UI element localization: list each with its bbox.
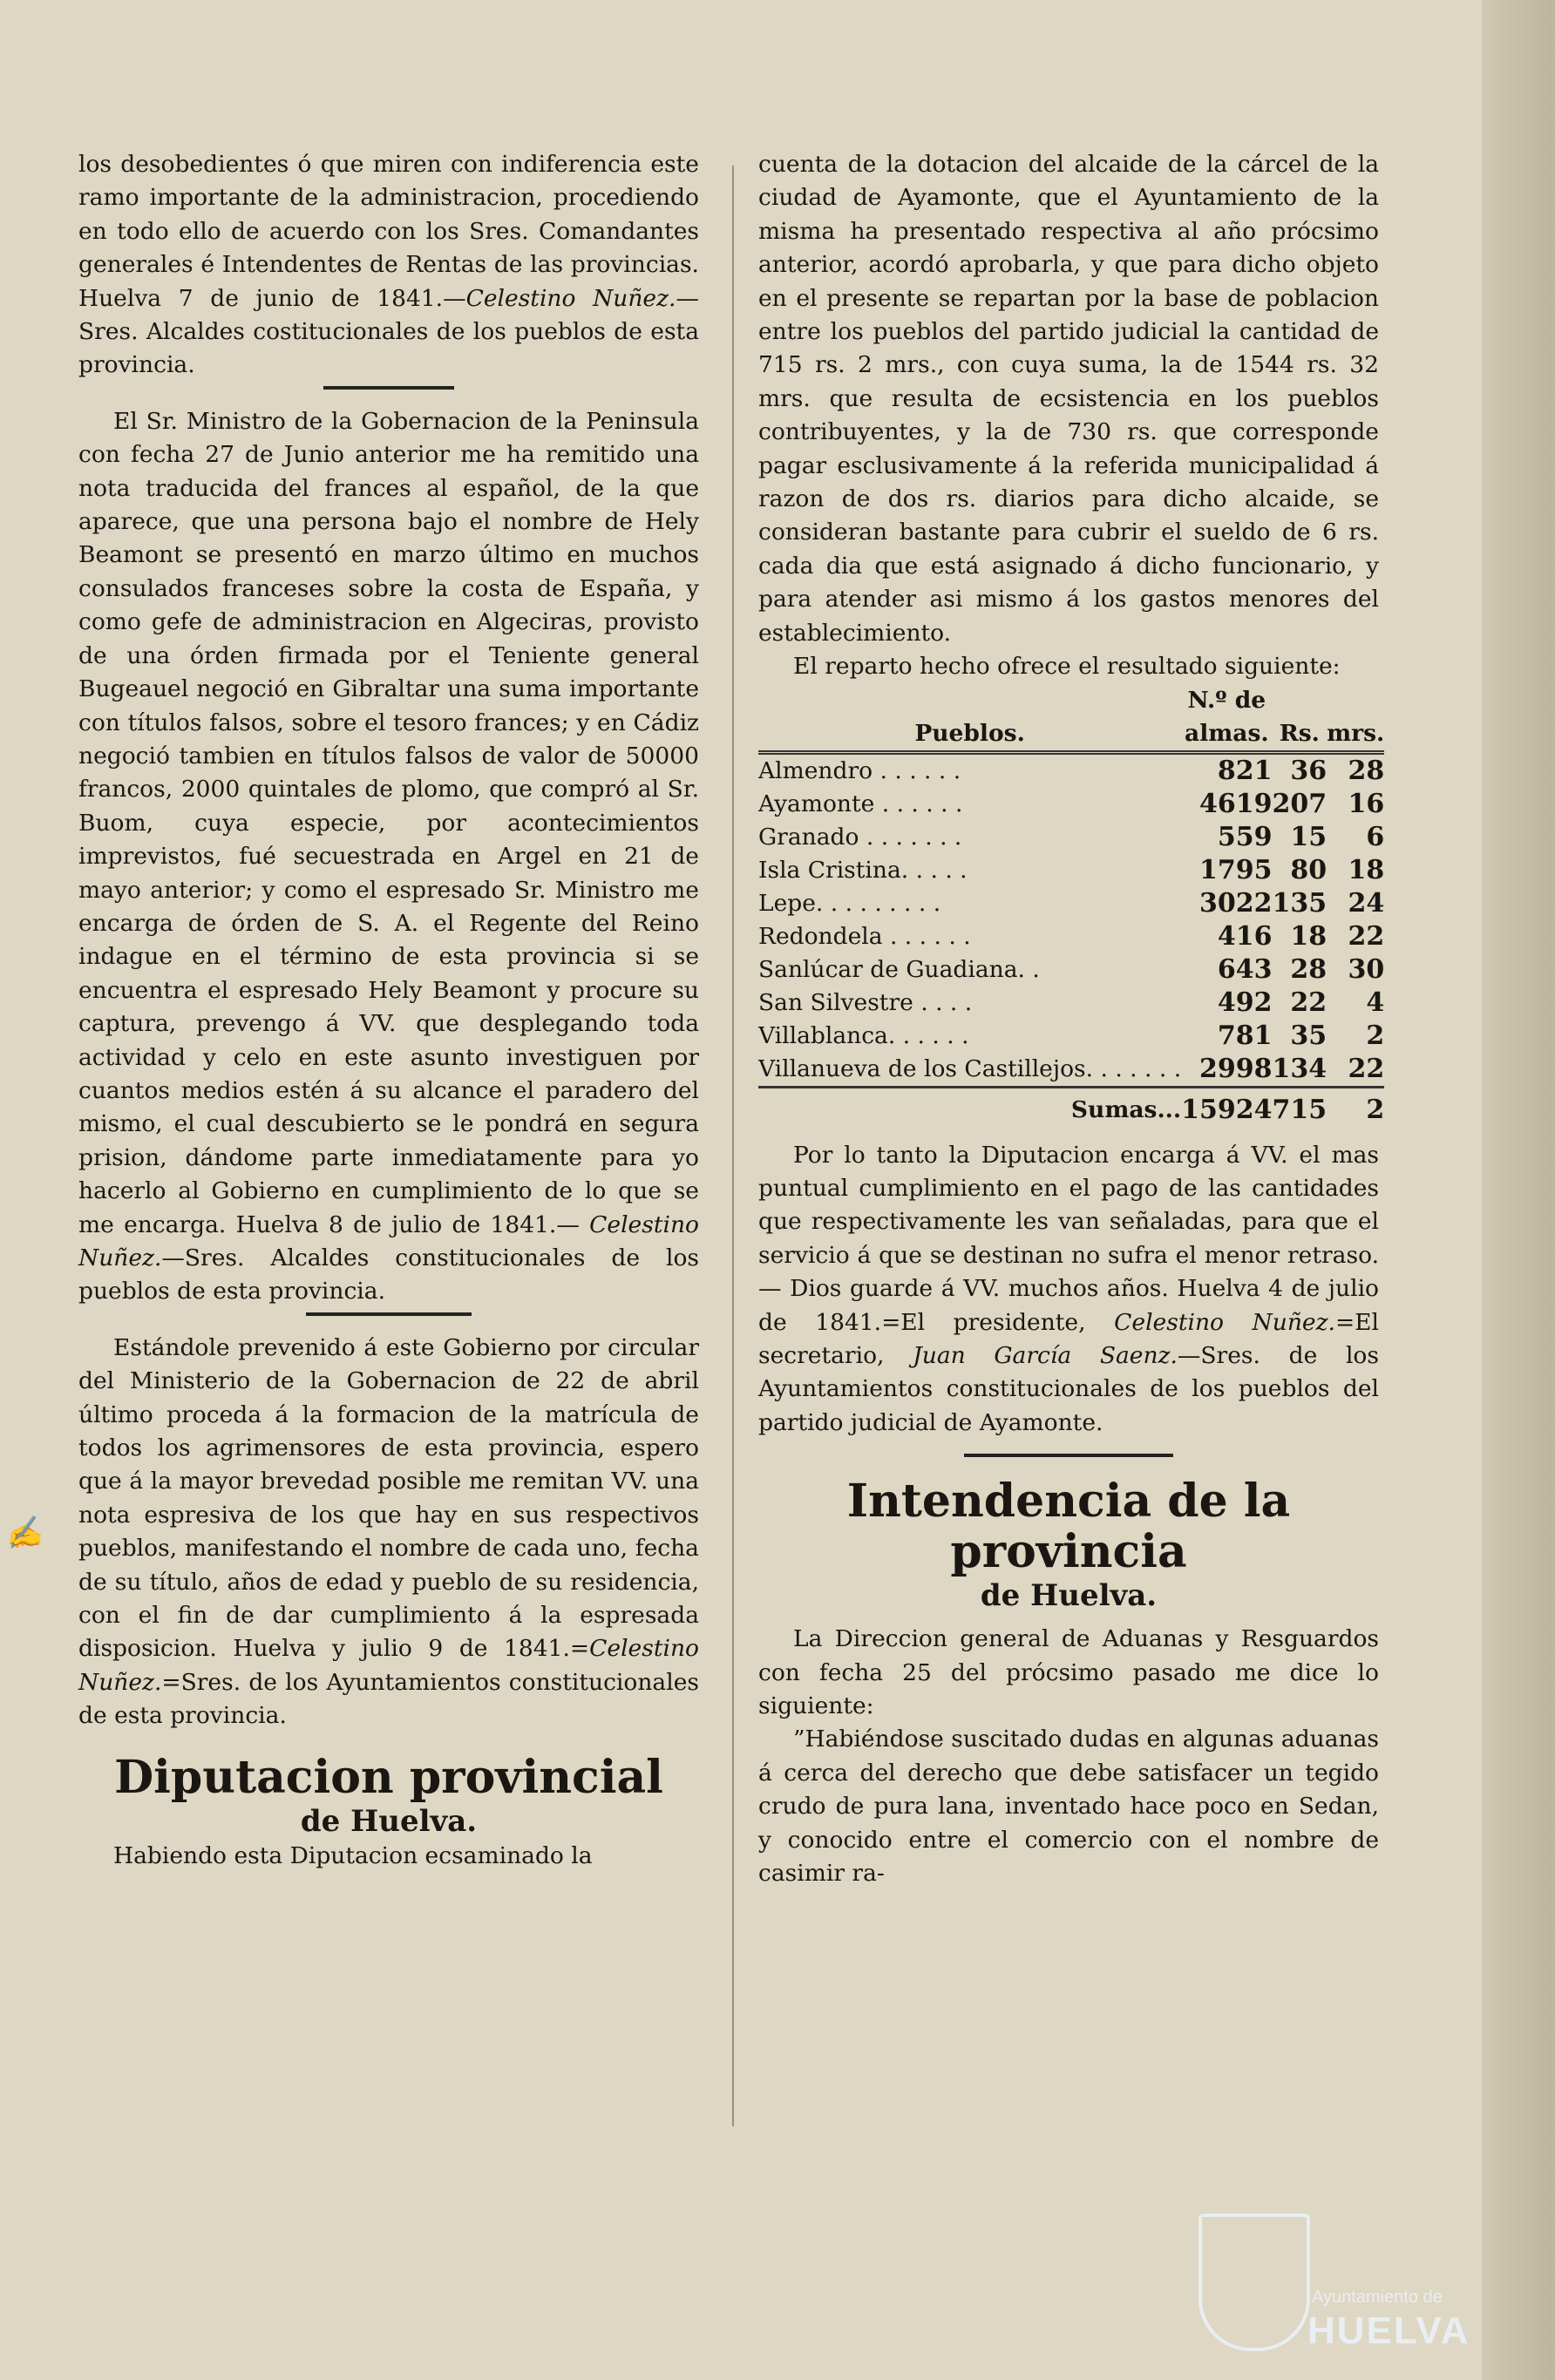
cell-mrs: 6 <box>1366 821 1385 852</box>
notice-aduanas: La Direccion general de Aduanas y Resguardos con fecha 25 del prócsimo pasado me dice lo siguiente: <box>758 1625 1379 1719</box>
table-row <box>758 920 1384 953</box>
signature: — Celestino Nuñez. <box>78 1210 699 1271</box>
notice-text: Por lo tanto la Diputacion encarga á VV. el mas puntual cumplimiento en el pago de las cantidades que respectivamente les van señaladas, para que el servicio á que se destinan no sufra el menor retraso.— Dios guarde á VV. muchos años. Huelva 4 de julio de 1841.=El presidente, <box>758 1141 1379 1336</box>
cell-mrs: 18 <box>1348 854 1385 885</box>
notice-aduanas-quote: ”Habiéndose suscitado dudas en algunas aduanas á cerca del derecho que debe satisfacer un tegido crudo de pura lana, inventado hace poco en Sedan, y conocido entre el comercio con el nombre de casimir ra- <box>758 1726 1379 1887</box>
section-subheading: de Huelva. <box>300 1803 478 1839</box>
cell-name: Isla Cristina. . . . . <box>758 856 968 884</box>
cell-mrs: 30 <box>1348 953 1385 985</box>
cell-almas: 781 <box>1217 1020 1273 1051</box>
cell-almas: 1795 <box>1199 854 1273 885</box>
table-body <box>758 752 1384 1087</box>
reparto-intro: El reparto hecho ofrece el resultado siguiente: <box>793 653 1341 681</box>
cell-rs: 134 <box>1272 1053 1328 1084</box>
column-divider <box>732 166 734 2126</box>
cell-mrs: 22 <box>1348 920 1385 952</box>
addressee: —Sres. Alcaldes constitucionales de los pueblos de esta provincia. <box>78 1244 699 1305</box>
cell-almas: 4619 <box>1199 788 1273 819</box>
cell-almas: 492 <box>1217 987 1273 1018</box>
cell-name: Granado . . . . . . . <box>758 823 962 851</box>
notice-beamont <box>78 405 699 1309</box>
cell-rs: 207 <box>1272 788 1328 819</box>
header-rs: Rs. <box>1273 684 1328 753</box>
notice-alcaide: cuenta de la dotacion del alcaide de la cárcel de la ciudad de Ayamonte, que el Ayuntamiento de la misma ha presentado respectiva al año prócsimo anterior, acordó aprobarla, y que para dicho objeto en el presente se repartan por la base de poblacion entre los pueblos del partido judicial la cantidad de 715 rs. 2 mrs., con cuya suma, la de 1544 rs. 32 mrs. que resulta de ecsistencia en los pueblos contribuyentes, y la de 730 rs. que corresponde pagar esclusivamente á la referida municipalidad á razon de dos rs. diarios para dicho alcaide, se consideran bastante para cubrir el sueldo de 6 rs. cada dia que está asignado á dicho funcionario, y para atender asi mismo á los gastos menores del establecimiento. <box>758 151 1379 647</box>
cell-name: Villanueva de los Castillejos. . . . . . . <box>758 1054 1182 1082</box>
cell-mrs: 2 <box>1366 1020 1385 1051</box>
cell-rs: 36 <box>1290 755 1328 786</box>
section-heading-intendencia: Intendencia de la provincia <box>846 1475 1291 1579</box>
sum-label: Sumas... <box>758 1087 1181 1127</box>
cell-rs: 15 <box>1290 821 1328 852</box>
cell-mrs: 24 <box>1348 887 1385 919</box>
sum-almas: 15924 <box>1181 1087 1272 1127</box>
cell-almas: 559 <box>1217 821 1273 852</box>
notice-text: los desobedientes ó que miren con indiferencia este ramo importante de la administracion, procediendo en todo ello de acuerdo con los Sres. Comandantes generales é Intendentes de Rentas de las provincias. Huelva 7 de junio de 1841. <box>78 151 699 312</box>
left-column <box>78 148 699 1873</box>
cell-almas: 821 <box>1217 755 1273 786</box>
sum-rs: 715 <box>1273 1087 1328 1127</box>
header-pueblos: Pueblos. <box>758 684 1181 753</box>
section-heading-diputacion: Diputacion provincial <box>114 1750 663 1804</box>
notice-text: El Sr. Ministro de la Gobernacion de la Peninsula con fecha 27 de Junio anterior me ha remitido una nota traducida del frances al español, de la que aparece, que una persona bajo el nombre de Hely Beamont se presentó en marzo último en muchos consulados franceses sobre la costa de España, y como gefe de administracion en Algeciras, provisto de una órden firmada por el Teniente general Bugeauel negoció en Gibraltar una suma importante con títulos falsos, sobre el tesoro frances; y en Cádiz negoció tambien en títulos falsos de valor de 50000 francos, 2000 quintales de plomo, que compró al Sr. Buom, cuya especie, por acontecimientos imprevistos, fué secuestrada en Argel en 21 de mayo anterior; y como el espresado Sr. Ministro me encarga de órden de S. A. el Regente del Reino indague en el término de esta provincia si se encuentra el espresado Hely Beamont y procure su captura, prevengo á VV. que desplegando toda actividad y celo en este asunto investiguen por cuantos medios estén á su alcance el paradero del mismo, el cual descubierto se le pondrá en segura prision, dándome parte inmediatamente para yo hacerlo al Gobierno en cumplimiento de lo que se me encarga. Huelva 8 de julio de 1841. <box>78 407 699 1238</box>
table-sum-row <box>758 1087 1384 1127</box>
header-mrs: mrs. <box>1327 684 1384 753</box>
cell-name: Lepe. . . . . . . . . <box>758 889 941 917</box>
cell-rs: 28 <box>1290 953 1328 985</box>
handwritten-margin-note: ✍ <box>3 1514 44 1554</box>
separator-rule <box>306 1312 472 1316</box>
table-row <box>758 821 1384 854</box>
table-row <box>758 788 1384 821</box>
cell-rs: 135 <box>1272 887 1328 919</box>
table-row <box>758 1020 1384 1053</box>
addressee: =Sres. de los Ayuntamientos constitucionales de esta provincia. <box>78 1668 699 1730</box>
notice-agrimensores <box>78 1332 699 1733</box>
crest-icon <box>1199 2214 1310 2351</box>
cell-mrs: 16 <box>1348 788 1385 819</box>
section-subheading: de Huelva. <box>980 1578 1158 1614</box>
cell-almas: 416 <box>1217 920 1273 952</box>
cell-rs: 18 <box>1290 920 1328 952</box>
table-row <box>758 887 1384 920</box>
notice-text: =El secretario, <box>758 1308 1379 1369</box>
cell-name: Redondela . . . . . . <box>758 922 971 950</box>
cell-name: San Silvestre . . . . <box>758 988 973 1016</box>
signature-president: Celestino Nuñez. <box>1114 1308 1335 1336</box>
cell-mrs: 22 <box>1348 1053 1385 1084</box>
cell-almas: 643 <box>1217 953 1273 985</box>
sum-mrs: 2 <box>1327 1087 1384 1127</box>
table-row <box>758 987 1384 1020</box>
table-row <box>758 1053 1384 1088</box>
cell-name: Ayamonte . . . . . . <box>758 790 963 817</box>
table-row <box>758 752 1384 788</box>
table-row <box>758 953 1384 987</box>
separator-rule <box>323 386 454 390</box>
cell-almas: 2998 <box>1199 1053 1273 1084</box>
cell-name: Almendro . . . . . . <box>758 756 961 784</box>
cell-mrs: 4 <box>1366 987 1385 1018</box>
notice-diputacion-start: Habiendo esta Diputacion ecsaminado la <box>113 1841 593 1869</box>
signature: —Celestino Nuñez. <box>443 284 676 312</box>
signature-secretary: Juan García Saenz. <box>913 1341 1178 1369</box>
cell-almas: 3022 <box>1199 887 1273 919</box>
table-row <box>758 854 1384 887</box>
notice-agents-end <box>78 148 699 383</box>
cell-rs: 22 <box>1290 987 1328 1018</box>
signature: =Celestino Nuñez. <box>78 1635 699 1696</box>
cell-name: Sanlúcar de Guadiana. . <box>758 955 1040 983</box>
cell-rs: 35 <box>1290 1020 1328 1051</box>
reparto-table <box>758 684 1384 1127</box>
notice-text: Estándole prevenido á este Gobierno por circular del Ministerio de la Gobernacion de 22 de abril último proceda á la formacion de la matrícula de todos los agrimensores de esta provincia, espero que á la mayor brevedad posible me remitan VV. una nota espresiva de los que hay en sus respectivos pueblos, manifestando el nombre de cada uno, fecha de su título, años de edad y pueblo de su residencia, con el fin de dar cumplimiento á la espresada disposicion. Huelva y julio 9 de 1841. <box>78 1333 699 1663</box>
notice-reparto-end <box>758 1139 1379 1441</box>
separator-rule <box>964 1454 1173 1457</box>
right-column <box>758 148 1385 1890</box>
addressee: —Sres. de los Ayuntamientos constitucionales de los pueblos del partido judicial de Ayamonte. <box>758 1341 1379 1436</box>
header-almas: N.º de almas. <box>1181 684 1272 753</box>
stamp-name: HUELVA <box>1307 2309 1470 2352</box>
stamp-label: Ayuntamiento de <box>1312 2288 1443 2307</box>
cell-mrs: 28 <box>1348 755 1385 786</box>
cell-rs: 80 <box>1290 854 1328 885</box>
addressee: —Sres. Alcaldes costitucionales de los pueblos de esta provincia. <box>78 284 699 379</box>
table-header <box>758 684 1384 753</box>
cell-name: Villablanca. . . . . . <box>758 1021 969 1049</box>
